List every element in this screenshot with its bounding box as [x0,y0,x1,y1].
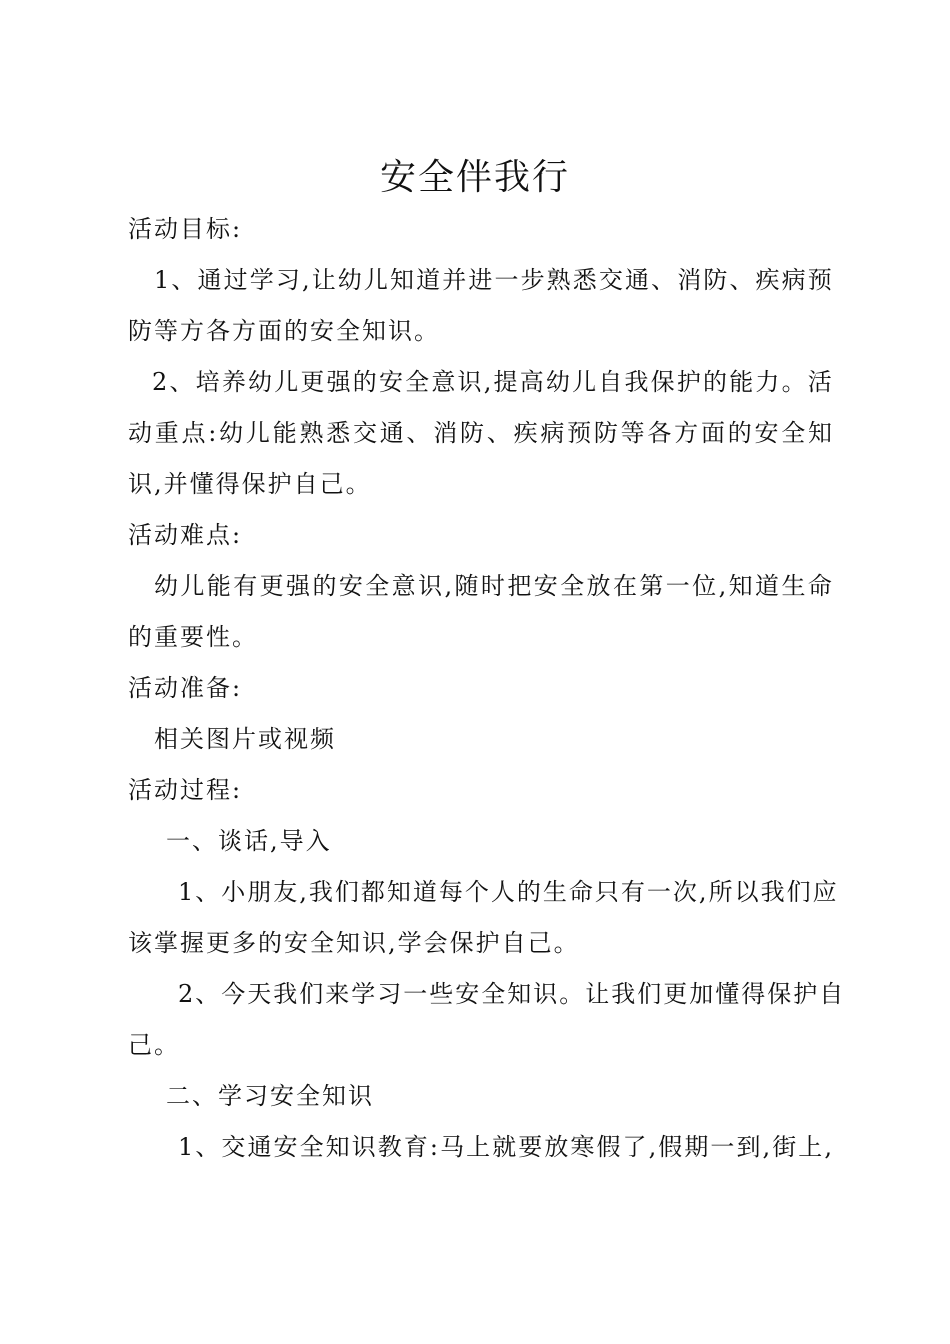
heading-activity-goals: 活动目标: [128,215,243,243]
paragraph-line: 2 、 今 天 我 们 来 学 习 一 些 安 全 知 识 。 让 我 们 更 加 懂 得 保 护 自 [178,980,846,1008]
paragraph-line: 2 、 培 养 幼 儿 更 强 的 安 全 意 识 , 提 高 幼 儿 自 我 保 护 的 能 力 。 活 [152,368,834,396]
heading-activity-preparation: 活动准备: [128,674,243,702]
paragraph-line: 的重要性。 [128,623,258,651]
paragraph-line: 1 、 小 朋 友 , 我 们 都 知 道 每 个 人 的 生 命 只 有 一 次 , 所 以 我 们 应 [178,878,839,906]
section-heading: 一、谈话,导入 [166,827,332,855]
paragraph-line: 1 、 交 通 安 全 知 识 教 育 : 马 上 就 要 放 寒 假 了 , 假 期 一 到 , 街 上 , [178,1133,834,1161]
section-heading: 二、学习安全知识 [166,1082,374,1110]
paragraph-line: 该掌握更多的安全知识,学会保护自己。 [128,929,580,957]
paragraph-line: 防等方各方面的安全知识。 [128,317,440,345]
paragraph-line: 己。 [128,1031,180,1059]
paragraph-line: 相关图片或视频 [154,725,336,753]
heading-activity-difficulty: 活动难点: [128,521,243,549]
paragraph-line: 幼 儿 能 有 更 强 的 安 全 意 识 , 随 时 把 安 全 放 在 第 一 位 , 知 道 生 命 [154,572,834,600]
paragraph-line: 识,并懂得保护自己。 [128,470,372,498]
paragraph-line: 1 、 通 过 学 习 , 让 幼 儿 知 道 并 进 一 步 熟 悉 交 通 、 消 防 、 疾 病 预 [154,266,834,294]
document-title: 安全伴我行 [379,157,570,198]
paragraph-line: 动 重 点 : 幼 儿 能 熟 悉 交 通 、 消 防 、 疾 病 预 防 等 各 方 面 的 安 全 知 [128,419,834,447]
heading-activity-process: 活动过程: [128,776,243,804]
